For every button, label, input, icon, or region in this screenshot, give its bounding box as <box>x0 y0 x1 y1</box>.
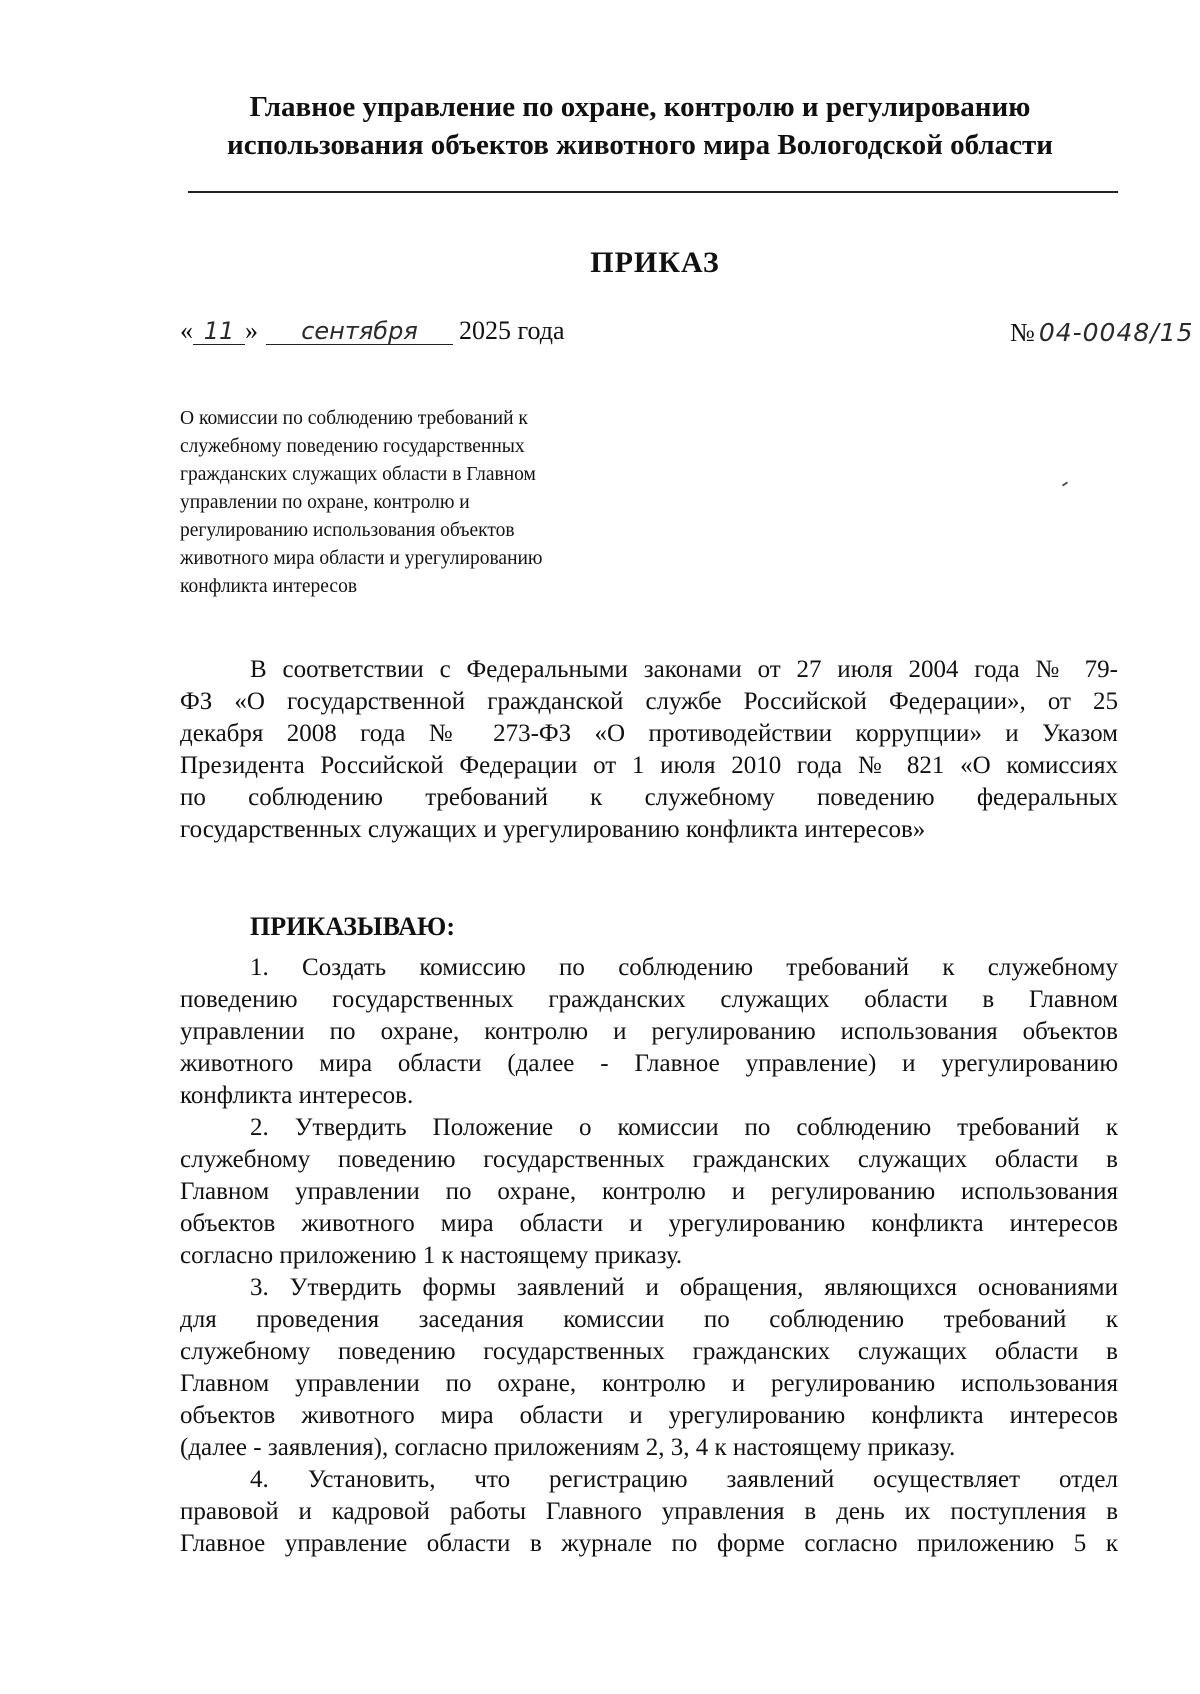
subject-line: служебному поведению государственных <box>180 436 525 457</box>
date-day-handwritten: 11 <box>193 318 245 345</box>
item-4-line: правовой и кадровой работы Главного управления в день их поступления в <box>180 1498 1118 1525</box>
organization-name-line-2: использования объектов животного мира Вологодской области <box>227 129 1053 161</box>
item-1-line: животного мира области (далее - Главное управление) и урегулированию <box>180 1050 1118 1077</box>
item-4-line: Главное управление области в журнале по форме согласно приложению 5 к <box>180 1530 1118 1557</box>
organization-name-line-1: Главное управление по охране, контролю и регулированию <box>249 91 1031 123</box>
preamble-line: В соответствии с Федеральными законами от 27 июля 2004 года № 79- <box>250 656 1118 683</box>
order-date <box>180 316 565 346</box>
item-2-line: объектов животного мира области и урегулированию конфликта интересов <box>180 1210 1118 1237</box>
order-number-prefix: № <box>1010 318 1035 347</box>
preamble-line: государственных служащих и урегулированию конфликта интересов» <box>180 816 926 843</box>
item-3-line: (далее - заявления), согласно приложениям 2, 3, 4 к настоящему приказу. <box>180 1434 956 1461</box>
item-3-line: Главном управлении по охране, контролю и регулированию использования <box>180 1370 1118 1397</box>
order-subject <box>180 405 660 601</box>
item-3-line: объектов животного мира области и урегулированию конфликта интересов <box>180 1402 1118 1429</box>
preamble-line: ФЗ «О государственной гражданской службе Российской Федерации», от 25 <box>180 688 1118 715</box>
item-1-line: 1. Создать комиссию по соблюдению требований к служебному <box>250 954 1118 981</box>
scan-mark <box>1062 481 1068 486</box>
preamble-line: декабря 2008 года № 273-ФЗ «О противодействии коррупции» и Указом <box>180 720 1118 747</box>
item-1-line: конфликта интересов. <box>180 1082 414 1109</box>
date-year: 2025 года <box>459 316 565 345</box>
date-month-handwritten: сентября <box>266 318 453 345</box>
order-number-handwritten: 04-0048/15 <box>1038 318 1194 347</box>
subject-line: управлении по охране, контролю и <box>180 492 470 513</box>
subject-line: конфликта интересов <box>180 576 358 597</box>
subject-line: регулированию использования объектов <box>180 520 515 541</box>
order-number <box>1010 318 1194 348</box>
item-2-line: служебному поведению государственных гражданских служащих области в <box>180 1146 1118 1173</box>
item-2-line: 2. Утвердить Положение о комиссии по соблюдению требований к <box>250 1114 1118 1141</box>
item-2-line: Главном управлении по охране, контролю и регулированию использования <box>180 1178 1118 1205</box>
item-1-line: поведению государственных гражданских служащих области в Главном <box>180 986 1118 1013</box>
date-open-quote: « <box>180 316 193 345</box>
item-3-line: для проведения заседания комиссии по соблюдению требований к <box>180 1306 1118 1333</box>
item-1-line: управлении по охране, контролю и регулированию использования объектов <box>180 1018 1118 1045</box>
organization-header <box>150 88 1130 164</box>
preamble-line: по соблюдению требований к служебному поведению федеральных <box>180 784 1118 811</box>
decree-heading: ПРИКАЗЫВАЮ: <box>250 912 455 941</box>
subject-line: О комиссии по соблюдению требований к <box>180 408 528 429</box>
subject-line: животного мира области и урегулированию <box>180 548 543 569</box>
item-2-line: согласно приложению 1 к настоящему приказу. <box>180 1242 683 1269</box>
date-close-quote: » <box>245 316 258 345</box>
header-divider <box>188 191 1118 193</box>
preamble-line: Президента Российской Федерации от 1 июля 2010 года № 821 «О комиссиях <box>180 752 1118 779</box>
item-3-line: 3. Утвердить формы заявлений и обращения, являющихся основаниями <box>250 1274 1118 1301</box>
document-title: ПРИКАЗ <box>590 246 720 279</box>
subject-line: гражданских служащих области в Главном <box>180 464 536 485</box>
item-3-line: служебному поведению государственных гражданских служащих области в <box>180 1338 1118 1365</box>
item-4-line: 4. Установить, что регистрацию заявлений осуществляет отдел <box>250 1466 1118 1493</box>
